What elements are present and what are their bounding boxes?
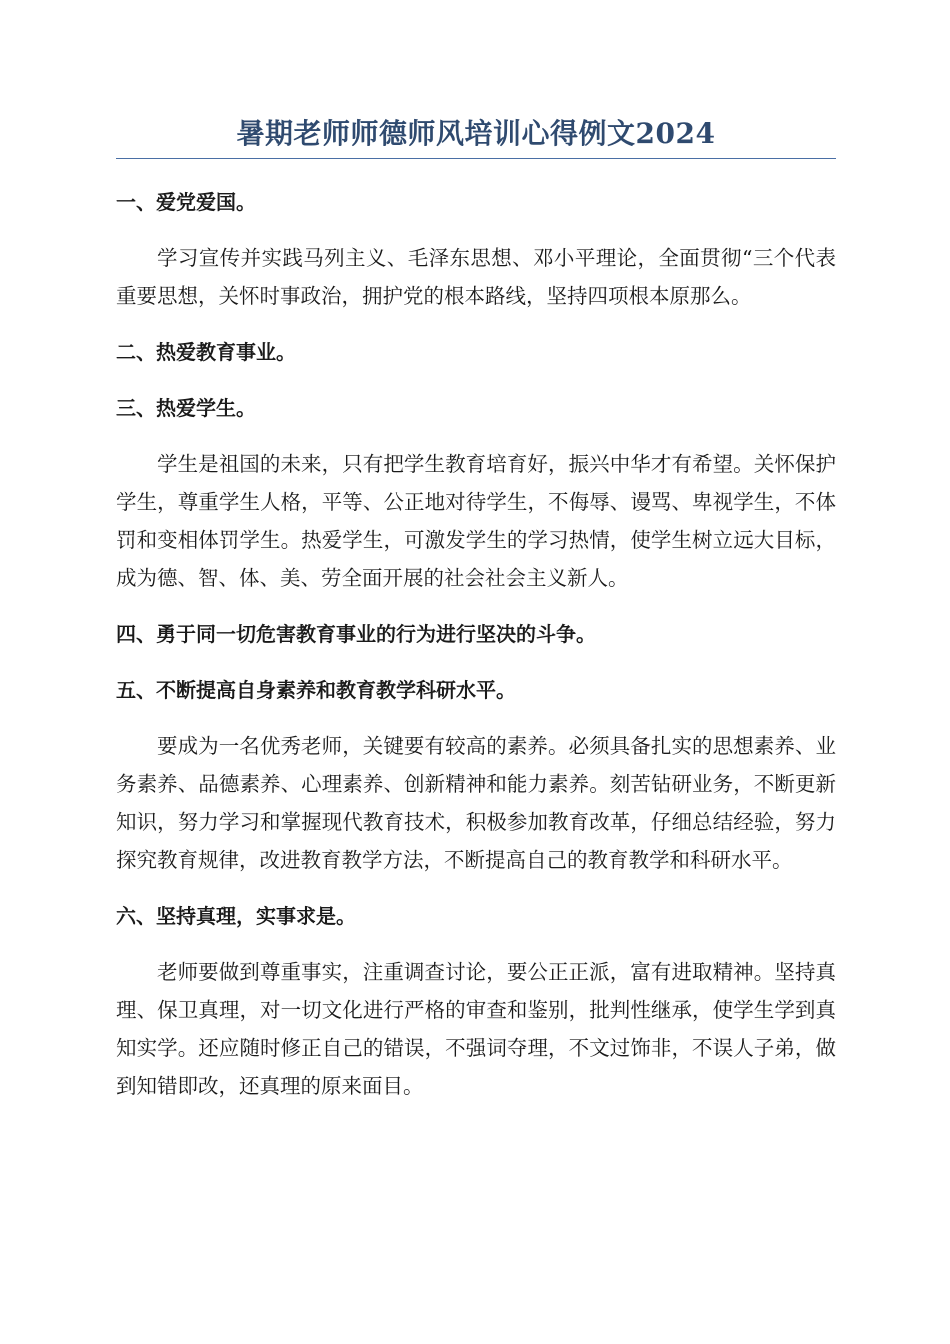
section-heading-6: 六、坚持真理，实事求是。 [116,904,356,928]
section-heading-5: 五、不断提高自身素养和教育教学科研水平。 [116,678,516,702]
document-body [116,183,836,1105]
section-paragraph-5: 要成为一名优秀老师，关键要有较高的素养。必须具备扎实的思想素养、业务素养、品德素养、心理素养、创新精神和能力素养。刻苦钻研业务，不断更新知识，努力学习和掌握现代教育技术，积极参加教育改革，仔细总结经验，努力探究教育规律，改进教育教学方法，不断提高自己的教育教学和科研水平。 [116,734,836,872]
document-title: 暑期老师师德师风培训心得例文2024 [116,112,836,159]
section-paragraph-6: 老师要做到尊重事实，注重调查讨论，要公正正派，富有进取精神。坚持真理、保卫真理，对一切文化进行严格的审查和鉴别，批判性继承，使学生学到真知实学。还应随时修正自己的错误，不强词夺理，不文过饰非，不误人子弟，做到知错即改，还真理的原来面目。 [116,960,836,1098]
section-heading-3: 三、热爱学生。 [116,396,256,420]
section-heading-2: 二、热爱教育事业。 [116,340,296,364]
section-heading-4: 四、勇于同一切危害教育事业的行为进行坚决的斗争。 [116,622,596,646]
section-paragraph-1: 学习宣传并实践马列主义、毛泽东思想、邓小平理论，全面贯彻“三个代表重要思想，关怀时事政治，拥护党的根本路线，坚持四项根本原那么。 [116,246,836,308]
document-page [116,112,836,1123]
section-paragraph-3: 学生是祖国的未来，只有把学生教育培育好，振兴中华才有希望。关怀保护学生，尊重学生人格，平等、公正地对待学生，不侮辱、谩骂、卑视学生，不体罚和变相体罚学生。热爱学生，可激发学生的学习热情，使学生树立远大目标，成为德、智、体、美、劳全面开展的社会社会主义新人。 [116,452,836,590]
section-heading-1: 一、爱党爱国。 [116,190,256,214]
